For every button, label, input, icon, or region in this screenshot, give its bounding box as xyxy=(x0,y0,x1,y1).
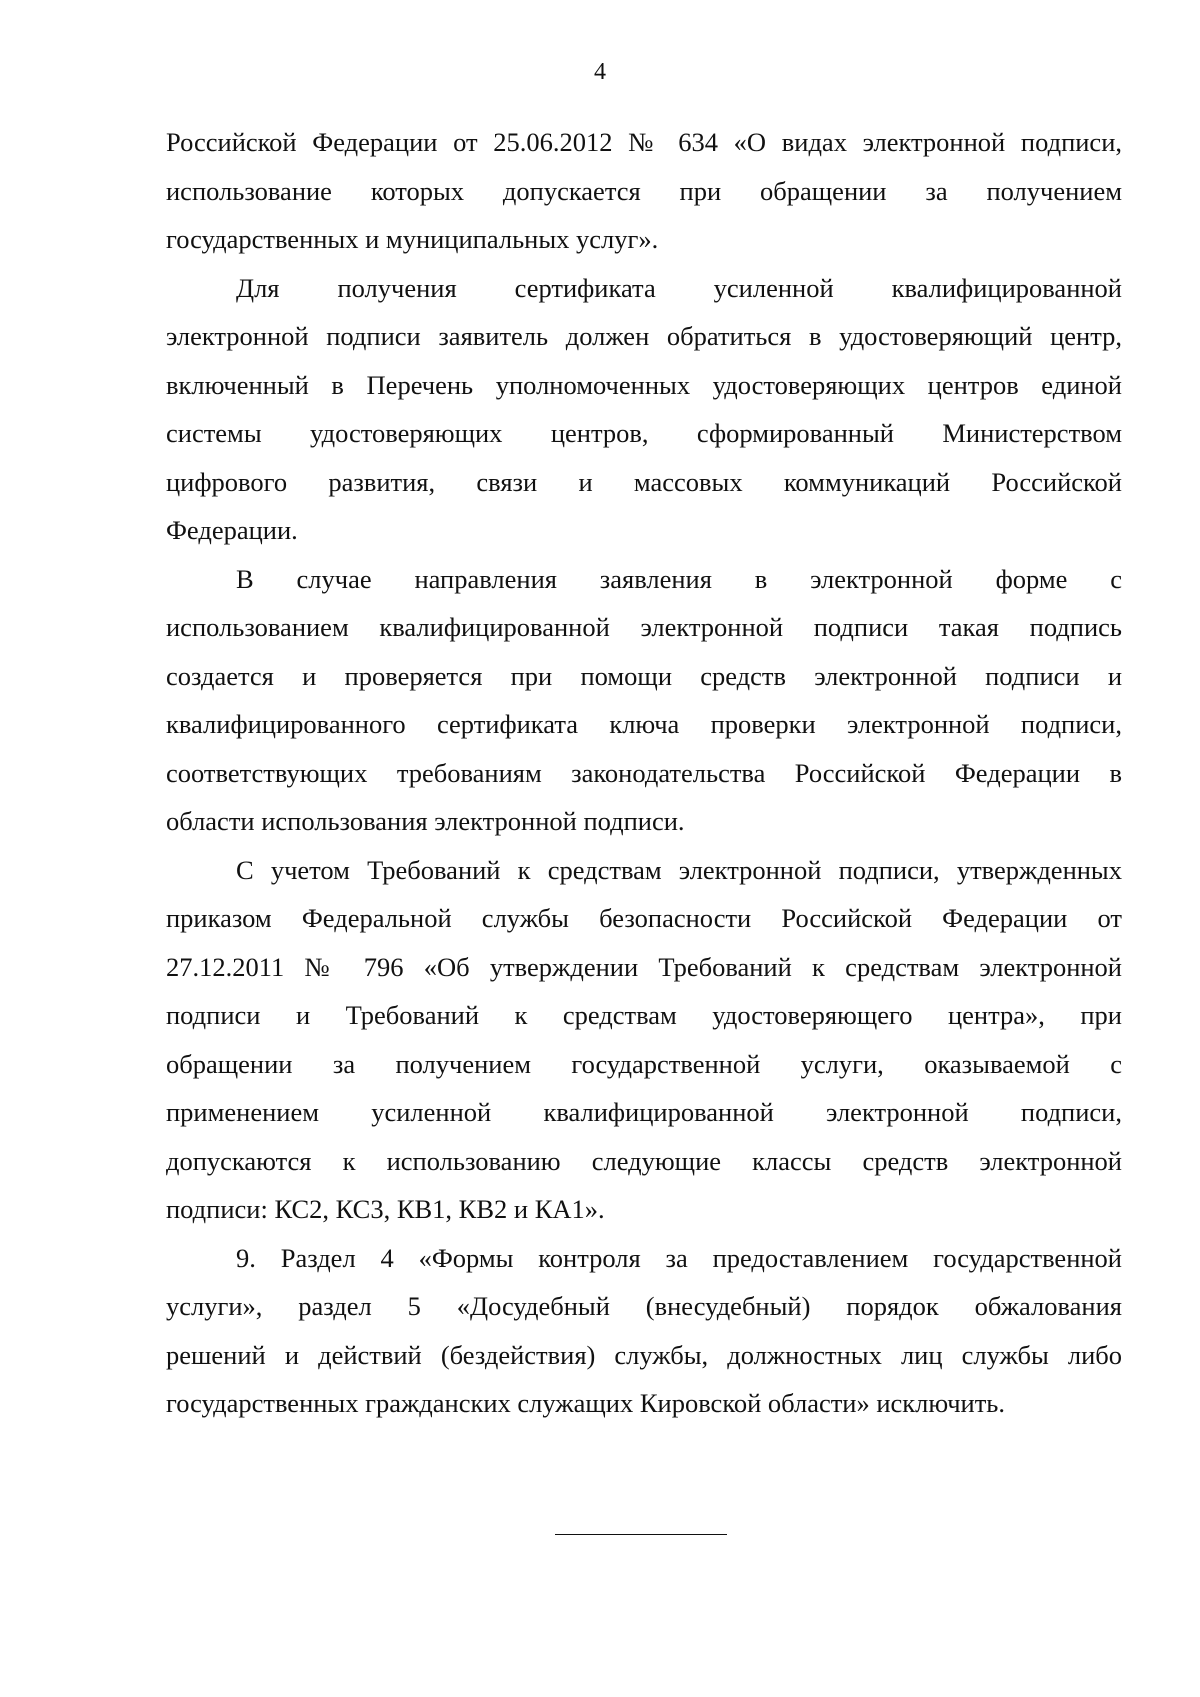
paragraph-certificate xyxy=(166,264,1122,555)
page-number: 4 xyxy=(594,59,606,85)
text-line: приказом Федеральной службы безопасности Российской Федерации от xyxy=(166,903,1122,933)
paragraph-item-9 xyxy=(166,1234,1122,1428)
text-line: 27.12.2011 № 796 «Об утверждении Требований к средствам электронной xyxy=(166,951,1122,982)
text-line: использованием квалифицированной электронной подписи такая подпись xyxy=(166,612,1122,642)
text-line: подписи: КС2, КС3, КВ1, КВ2 и КА1». xyxy=(166,1194,605,1224)
paragraph-continuation xyxy=(166,118,1122,264)
text-line: услуги», раздел 5 «Досудебный (внесудебный) порядок обжалования xyxy=(166,1291,1122,1321)
text-line: использование которых допускается при обращении за получением xyxy=(166,175,1122,206)
text-line: цифрового развития, связи и массовых коммуникаций Российской xyxy=(166,466,1122,497)
text-line: системы удостоверяющих центров, сформированный Министерством xyxy=(166,418,1122,448)
text-line: В случае направления заявления в электронной форме с xyxy=(236,563,1122,594)
text-line: подписи и Требований к средствам удостоверяющего центра», при xyxy=(166,1000,1122,1030)
text-line: включенный в Перечень уполномоченных удостоверяющих центров единой xyxy=(166,369,1122,400)
text-line: обращении за получением государственной услуги, оказываемой с xyxy=(166,1048,1122,1079)
text-line: Федерации. xyxy=(166,515,298,545)
text-line: применением усиленной квалифицированной электронной подписи, xyxy=(166,1097,1122,1127)
paragraph-electronic-form xyxy=(166,555,1122,846)
text-line: области использования электронной подписи. xyxy=(166,806,685,836)
paragraph-requirements xyxy=(166,846,1122,1234)
text-line: допускаются к использованию следующие классы средств электронной xyxy=(166,1145,1122,1176)
text-line: решений и действий (бездействия) службы, должностных лиц службы либо xyxy=(166,1339,1122,1370)
text-line: квалифицированного сертификата ключа проверки электронной подписи, xyxy=(166,709,1122,739)
end-of-document-rule xyxy=(555,1534,727,1535)
text-line: соответствующих требованиям законодательства Российской Федерации в xyxy=(166,757,1122,788)
text-line: государственных и муниципальных услуг». xyxy=(166,224,659,254)
text-line: Российской Федерации от 25.06.2012 № 634 «О видах электронной подписи, xyxy=(166,127,1122,157)
document-body xyxy=(166,118,1122,1428)
text-line: электронной подписи заявитель должен обратиться в удостоверяющий центр, xyxy=(166,321,1122,351)
text-line: 9. Раздел 4 «Формы контроля за предоставлением государственной xyxy=(236,1242,1122,1273)
text-line: С учетом Требований к средствам электронной подписи, утвержденных xyxy=(236,854,1122,885)
text-line: государственных гражданских служащих Кировской области» исключить. xyxy=(166,1388,1005,1418)
text-line: создается и проверяется при помощи средств электронной подписи и xyxy=(166,660,1122,691)
text-line: Для получения сертификата усиленной квалифицированной xyxy=(236,272,1122,303)
